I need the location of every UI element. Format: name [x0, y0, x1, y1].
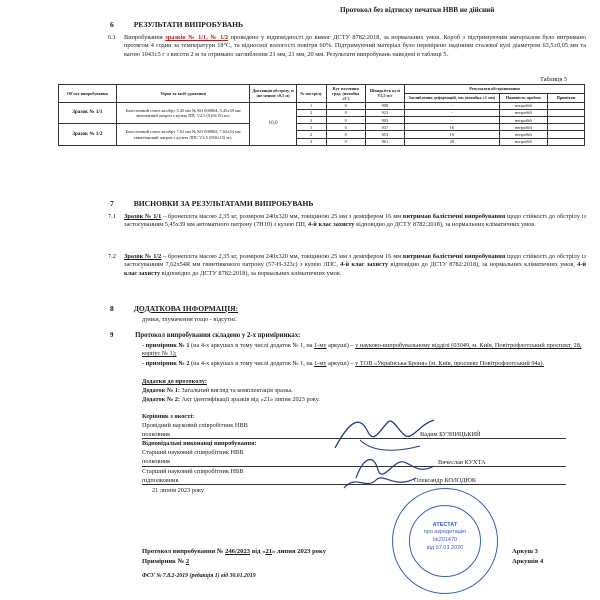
deformation-cell: 16: [405, 124, 500, 131]
section-7-heading: [110, 199, 313, 208]
executor-1-position: Старший науковий співробітник НВВ: [142, 449, 244, 456]
text: аркуші) –: [326, 360, 356, 367]
section-6-heading: [110, 20, 243, 29]
text: (на 4-х аркушах в тому числі додаток № 1, на: [189, 342, 315, 349]
distance-cell: 10,0: [250, 102, 296, 145]
weapon-cell: Балістичний ствол калібру 5,45 мм № КО 000004, 5,45х39 мм автоматний патрон з кулею ПП, V2,5 (910±15) м/с: [116, 102, 250, 124]
table-row: [59, 102, 585, 109]
seal-inner-ring: [409, 505, 481, 577]
text: від «: [250, 548, 266, 555]
text: Примірник №: [142, 558, 186, 565]
note-cell: [548, 131, 585, 138]
text: аркуші) –: [326, 342, 356, 349]
deformation-cell: -: [405, 117, 500, 124]
th-deformation: Заглиблення деформацій, мм (похибка ±1 мм): [405, 93, 500, 102]
text: проведено у відповідності до вимог ДСТУ 8782:2018, за нормальних умов. Короб з підтримуючим матеріалом було витримано протягом 4 годин за температури 18°С, та відносної вологості повітря 60%. Підтримуючий матеріал було перевірено падінням сталевої кулі діаметром 63,5±0,05 мм та вагою 1043±5 г з висоти 2 м та отримано заглиблення 21 мм, 21 мм, 20 мм. Результати випробувань наведені в таблиці 5.: [124, 34, 587, 58]
executor-1-rank: полковник: [142, 458, 171, 465]
text: » липня 2023 року: [271, 548, 327, 555]
text: 1-му: [314, 342, 327, 349]
executor-2-position: Старший науковий співробітник НВВ: [142, 468, 244, 475]
text: 2: [185, 558, 190, 565]
text: Додаток № 1:: [142, 387, 180, 394]
text: Протокол випробування №: [142, 548, 226, 555]
speed-cell: 923: [365, 109, 404, 116]
sample-ref: зразків № 1/1, № 1/2: [165, 34, 229, 41]
seal-line: від 07.03.2020: [426, 545, 464, 551]
th-penetration: Наявність пробою: [499, 93, 547, 102]
text: 21: [265, 548, 272, 555]
signature-3-icon: [340, 468, 420, 496]
sample-cell: Зразок № 1/2: [59, 124, 117, 146]
angle-cell: 0: [326, 102, 365, 109]
angle-cell: 0: [326, 138, 365, 145]
section-number: 7: [110, 199, 114, 208]
paragraph-number: 7.2: [108, 253, 116, 260]
text: 4-й клас захисту: [308, 221, 355, 229]
text: щодо стійкості до обстрілу із застосуванням 7,62х54R мм гвинтівкового патрону (57-Н-323с) з кулею ЛПС,: [124, 253, 586, 269]
text: - примірник № 2: [142, 360, 190, 367]
results-table: [58, 84, 585, 146]
text: відповідно до ДСТУ 8782:2018), за нормальних кліматичних умов.: [160, 269, 342, 277]
penetration-cell: непробій: [499, 109, 547, 116]
speed-cell: 837: [365, 124, 404, 131]
footer-sheets: Аркушів 4: [512, 558, 544, 565]
th-results: Результати обстрілювання: [405, 85, 585, 94]
weapon-cell: Балістичний ствол калібру 7,62 мм № КО 000002, 7,62х54 мм гвинтівковий патрон з кулею ЛПС V2,5 (850±15) м/с: [116, 124, 250, 146]
table-caption: Таблиця 5: [540, 76, 568, 83]
copy-2: [142, 360, 582, 368]
angle-cell: 0: [326, 117, 365, 124]
speed-cell: 903: [365, 117, 404, 124]
footer-sheet: Аркуш 3: [512, 548, 538, 555]
sample-cell: Зразок № 1/1: [59, 102, 117, 124]
section-number: 9: [110, 332, 114, 339]
th-angle: Кут влучення град. (похибка ±5°): [326, 85, 365, 103]
executor-1-name: Вячеслав КУХТА: [438, 459, 486, 466]
speed-cell: 908: [365, 102, 404, 109]
sample-ref: Зразок № 1/2: [124, 253, 162, 260]
paragraph-number: 6.1: [108, 34, 116, 41]
text: (на 4-х аркушах в тому числі додаток № 1, на: [189, 360, 315, 367]
deformation-cell: -: [405, 109, 500, 116]
text: витримав балістичні випробування: [402, 213, 506, 220]
annex-2: [142, 396, 320, 404]
section-number: 8: [110, 304, 114, 313]
th-shot: № пострілу: [296, 85, 326, 103]
signature-date: 21 липня 2023 року: [152, 487, 205, 494]
deformation-cell: 16: [405, 131, 500, 138]
text: 4-й клас захисту: [124, 261, 586, 277]
section-9-heading: [110, 332, 300, 339]
executor-2-name: Олександр КОЛОДЮК: [414, 477, 477, 484]
section-title: РЕЗУЛЬТАТИ ВИПРОБУВАНЬ: [133, 20, 244, 29]
penetration-cell: непробій: [499, 138, 547, 145]
shot-cell: 3: [296, 117, 326, 124]
seal-line: АТЕСТАТ: [432, 522, 458, 528]
angle-cell: 0: [326, 131, 365, 138]
section-8-heading: [110, 304, 238, 313]
text: витримав балістичні випробування: [402, 253, 506, 260]
penetration-cell: непробій: [499, 102, 547, 109]
text: 4-й клас захисту: [340, 261, 389, 269]
section-title: ВИСНОВКИ ЗА РЕЗУЛЬТАТАМИ ВИПРОБУВАНЬ: [133, 199, 314, 208]
speed-cell: 861: [365, 138, 404, 145]
text: 246/2023: [225, 548, 251, 555]
text: Загальний вигляд та комплектація зразка.: [179, 387, 293, 394]
text: - примірник № 1: [142, 342, 190, 349]
shot-cell: 1: [296, 102, 326, 109]
th-note: Примітки: [548, 93, 585, 102]
note-cell: [548, 117, 585, 124]
shot-cell: 3: [296, 138, 326, 145]
text: – бронепліта масою 2,35 кг, розміром 240х320 мм, товщиною 25 мм з демпфером 16 мм: [161, 213, 403, 220]
text: у науково-випробувальному відділі (03049, м. Київ, Повітрофлотський проспект, 28, корпус № 1);: [142, 342, 582, 358]
official-seal: [392, 488, 498, 594]
seal-line: про акредитацію: [423, 529, 467, 535]
th-speed: Швидкість кулі V2,5 м/с: [365, 85, 404, 103]
footer-form: ФСУ № 7.8.2-2019 (редакція 1) від 30.01.2019: [142, 573, 256, 579]
footer-protocol: [142, 548, 326, 555]
angle-cell: 0: [326, 109, 365, 116]
quality-head-name: Вадим БУЗНИЦЬКИЙ: [420, 431, 481, 438]
section-number: 6: [110, 20, 114, 29]
quality-head-position: Провідний науковий співробітник НВВ: [142, 422, 248, 429]
paragraph-7-1: [110, 213, 586, 230]
annex-1: [142, 387, 293, 395]
executors-title: Відповідальні виконавці випробування:: [142, 440, 257, 447]
paragraph-6-1: [110, 34, 586, 59]
penetration-cell: непробій: [499, 131, 547, 138]
note-cell: [548, 102, 585, 109]
note-cell: [548, 109, 585, 116]
angle-cell: 0: [326, 124, 365, 131]
quality-head-rank: полковник: [142, 431, 171, 438]
th-weapon: Зброя та засіб ураження: [116, 85, 250, 103]
executor-2-rank: підполковник: [142, 477, 179, 484]
th-object: Об'єкт випробування: [59, 85, 117, 103]
shot-cell: 1: [296, 124, 326, 131]
text: відповідно до ДСТУ 8782:2018), за нормальних кліматичних умов,: [388, 261, 578, 269]
paragraph-number: 7.1: [108, 213, 116, 220]
text: – бронепліта масою 2,35 кг, розміром 240х320 мм, товщиною 25 мм з демпфером 16 мм: [161, 253, 403, 260]
quality-head-title: Керівник з якості:: [142, 413, 195, 420]
text: Випробування: [124, 34, 166, 41]
annex-title: Додатки до протоколу:: [142, 378, 207, 385]
section-title: ДОДАТКОВА ІНФОРМАЦІЯ:: [133, 304, 239, 313]
deformation-cell: -: [405, 102, 500, 109]
shot-cell: 2: [296, 131, 326, 138]
text: Додаток № 2:: [142, 396, 180, 403]
note-cell: [548, 124, 585, 131]
section-8-text: думки, тлумачення тощо - відсутні.: [142, 316, 237, 323]
table-row: [59, 124, 585, 131]
text: щодо стійкості до обстрілу із застосуванням 5,45х39 мм автоматного патрону (7Н10) з кулею ПП,: [124, 213, 586, 229]
text: Акт ідентифікації зразків від «21» липня 2023 року.: [179, 396, 320, 403]
footer-copy: [142, 558, 189, 565]
penetration-cell: непробій: [499, 124, 547, 131]
paragraph-7-2: [110, 253, 586, 278]
shot-cell: 2: [296, 109, 326, 116]
copy-1: [142, 342, 582, 359]
document-header: Протокол без відтиску печатки НВВ не дійсний: [340, 6, 495, 14]
text: у ТОВ «Українська Броня» (м. Київ, проспект Повітрофлотський 94а).: [355, 360, 545, 367]
deformation-cell: 20: [405, 138, 500, 145]
speed-cell: 853: [365, 131, 404, 138]
text: 1-му: [314, 360, 327, 367]
text: відповідно до ДСТУ 8782:2018), за нормальних кліматичних умов.: [354, 221, 536, 229]
sample-ref: Зразок № 1/1: [124, 213, 162, 220]
section-title: Протокол випробування складено у 2-х примірниках:: [135, 332, 301, 339]
th-distance: Дистанція обстрілу, м (не менше ±0,5 м): [250, 85, 296, 103]
penetration-cell: непробій: [499, 117, 547, 124]
note-cell: [548, 138, 585, 145]
seal-line: №201470: [432, 537, 458, 543]
